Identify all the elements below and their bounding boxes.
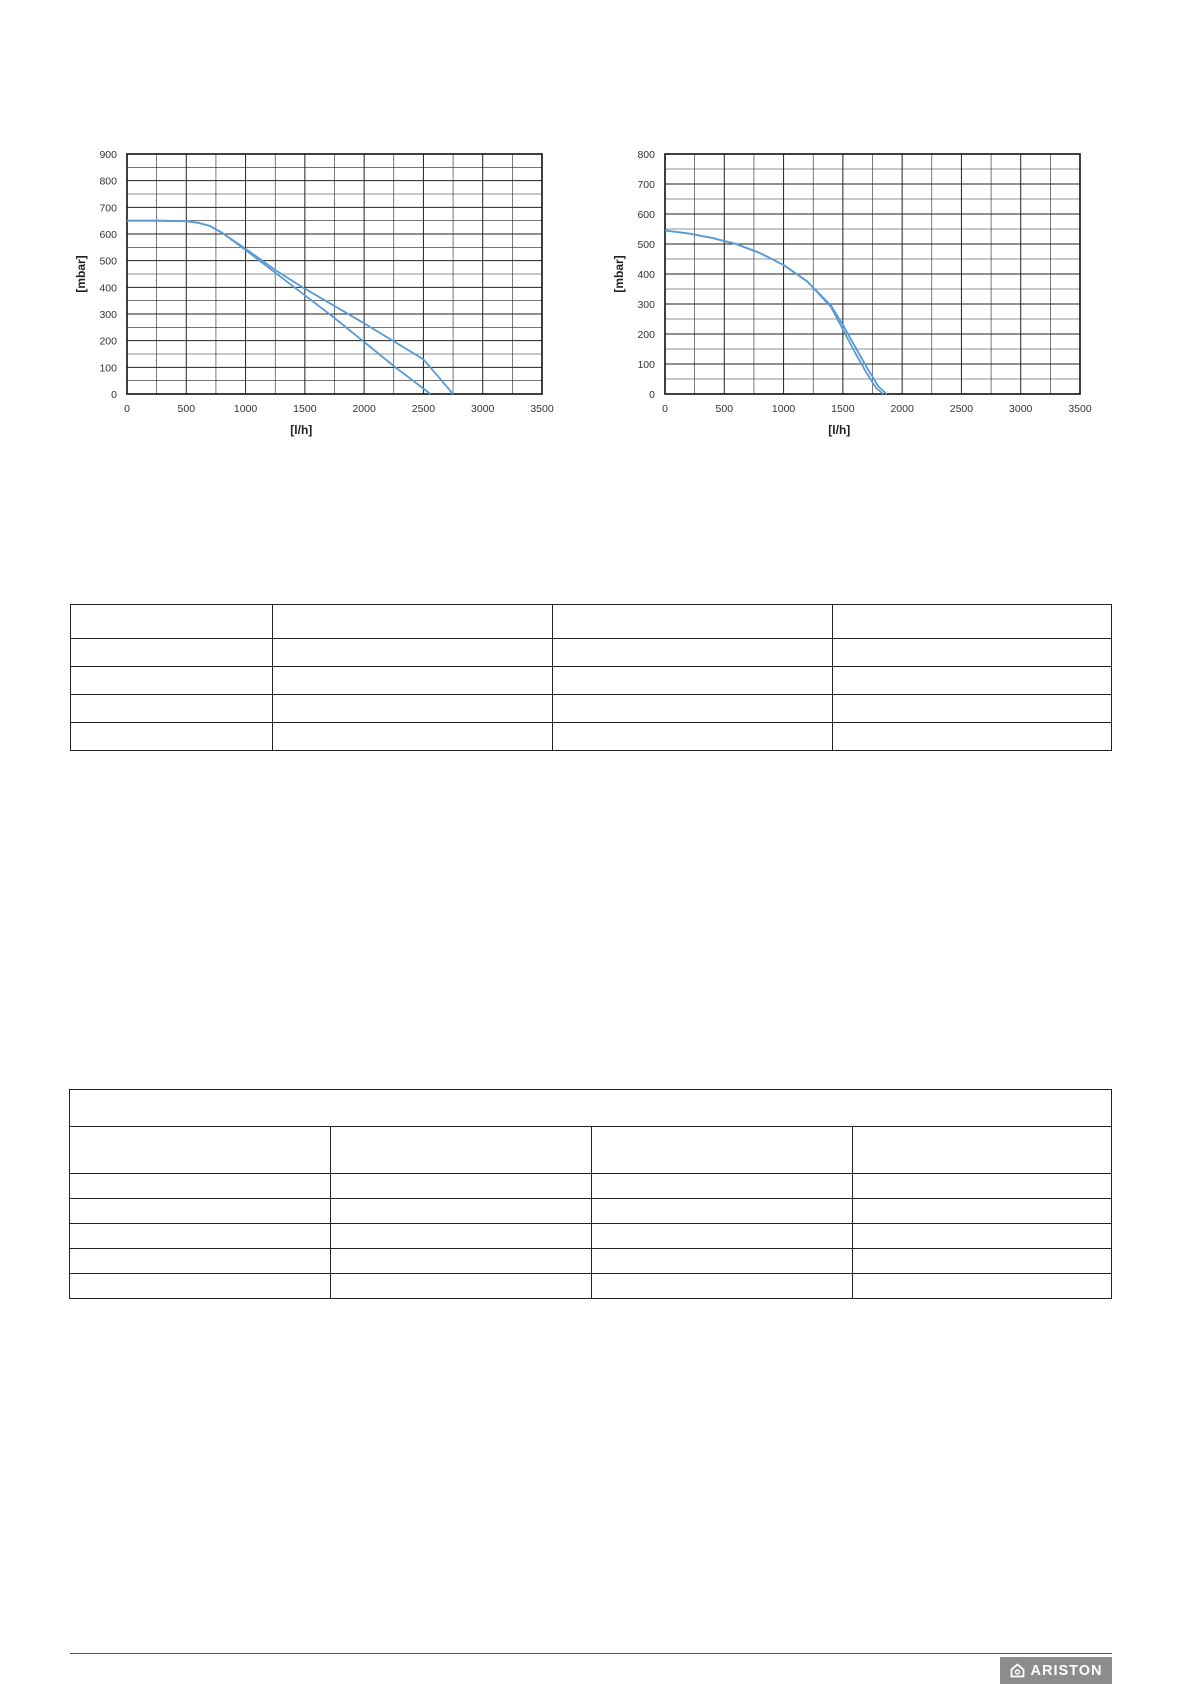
x-tick-label: 2000 [890, 403, 914, 415]
pump-curve-chart-left [60, 140, 580, 445]
x-axis-label: [l/h] [828, 423, 851, 437]
x-tick-label: 2500 [949, 403, 974, 415]
series-line-1 [665, 231, 887, 395]
table-cell [70, 1224, 331, 1249]
table-cell [592, 1199, 853, 1224]
table-cell [853, 1249, 1112, 1274]
x-tick-label: 3000 [471, 403, 495, 415]
y-tick-label: 200 [99, 335, 117, 348]
y-tick-label: 500 [637, 239, 655, 251]
table-row [71, 723, 1112, 751]
table-cell [331, 1199, 592, 1224]
table-cell [833, 695, 1112, 723]
table-row [71, 695, 1112, 723]
table-cell [331, 1127, 592, 1174]
x-tick-label: 1500 [293, 403, 317, 415]
table-row [71, 639, 1112, 667]
x-tick-label: 1000 [771, 403, 796, 415]
series-line-1 [127, 221, 453, 394]
y-axis-label: [mbar] [74, 255, 88, 293]
table-cell [71, 695, 273, 723]
footer-divider [70, 1653, 1112, 1654]
y-tick-label: 300 [99, 309, 117, 321]
table-cell [273, 667, 553, 695]
table-cell [70, 1174, 331, 1199]
y-tick-label: 400 [99, 282, 117, 295]
table-header-row [70, 1090, 1112, 1127]
table-cell [273, 605, 553, 639]
table-cell [331, 1249, 592, 1274]
table-cell [833, 639, 1112, 667]
table-cell [331, 1224, 592, 1249]
y-tick-label: 600 [637, 209, 655, 221]
table-row [70, 1174, 1112, 1199]
table-cell [71, 605, 273, 639]
table-cell [853, 1174, 1112, 1199]
table-cell [553, 639, 833, 667]
x-tick-label: 1500 [831, 403, 855, 415]
table-row [71, 667, 1112, 695]
table-cell [592, 1127, 853, 1174]
table-cell [553, 667, 833, 695]
x-tick-label: 0 [124, 403, 130, 415]
table-row [70, 1274, 1112, 1299]
table-cell [853, 1274, 1112, 1299]
x-tick-label: 500 [177, 403, 196, 415]
x-tick-label: 3500 [530, 403, 554, 415]
table-cell [70, 1199, 331, 1224]
table-cell [70, 1127, 331, 1174]
y-tick-label: 0 [111, 389, 117, 401]
table-row [70, 1199, 1112, 1224]
table-cell [592, 1224, 853, 1249]
table-cell [553, 723, 833, 751]
x-tick-label: 2000 [352, 403, 376, 415]
table-cell [71, 723, 273, 751]
pump-curve-chart-right [598, 140, 1118, 445]
y-tick-label: 100 [637, 359, 655, 371]
y-tick-label: 700 [637, 179, 655, 191]
series-line-2 [665, 231, 883, 395]
y-tick-label: 200 [637, 329, 655, 341]
table-cell [331, 1174, 592, 1199]
x-tick-label: 1000 [233, 403, 258, 415]
x-tick-label: 3500 [1068, 403, 1092, 415]
y-tick-label: 400 [637, 269, 655, 281]
x-tick-label: 3000 [1009, 403, 1033, 415]
table-cell [853, 1199, 1112, 1224]
table-cell [331, 1274, 592, 1299]
table-cell [553, 695, 833, 723]
table-cell [71, 667, 273, 695]
y-tick-label: 700 [99, 202, 117, 215]
y-axis-label: [mbar] [612, 255, 626, 293]
table-cell [833, 723, 1112, 751]
table-cell [70, 1274, 331, 1299]
table-cell [592, 1174, 853, 1199]
table-cell [592, 1249, 853, 1274]
y-tick-label: 900 [99, 149, 117, 161]
table-cell [853, 1224, 1112, 1249]
x-axis-label: [l/h] [290, 423, 313, 437]
y-tick-label: 600 [99, 229, 117, 241]
table-cell [70, 1249, 331, 1274]
y-tick-label: 800 [637, 149, 655, 161]
table-cell [833, 605, 1112, 639]
chart-svg [60, 140, 580, 445]
y-tick-label: 500 [99, 255, 117, 268]
y-tick-label: 800 [99, 175, 117, 188]
data-table-2 [69, 1089, 1112, 1299]
table-cell [592, 1274, 853, 1299]
house-icon [1010, 1663, 1025, 1678]
table-cell [853, 1127, 1112, 1174]
table-cell [273, 639, 553, 667]
table-cell [71, 639, 273, 667]
y-tick-label: 100 [99, 362, 117, 375]
data-table-1 [70, 604, 1112, 751]
brand-logo [1000, 1657, 1112, 1684]
table-cell [273, 695, 553, 723]
table-cell [833, 667, 1112, 695]
table-cell [553, 605, 833, 639]
table-subheader-row [70, 1127, 1112, 1174]
table-row [70, 1224, 1112, 1249]
x-tick-label: 500 [715, 403, 734, 415]
series-line-2 [127, 221, 431, 394]
x-tick-label: 0 [662, 403, 668, 415]
brand-name: ARISTON [1030, 1662, 1103, 1679]
y-tick-label: 0 [649, 389, 655, 401]
table-cell [273, 723, 553, 751]
chart-svg [598, 140, 1118, 445]
table-header-cell [70, 1090, 1112, 1127]
table-row [71, 605, 1112, 639]
y-tick-label: 300 [637, 299, 655, 311]
x-tick-label: 2500 [411, 403, 436, 415]
table-row [70, 1249, 1112, 1274]
